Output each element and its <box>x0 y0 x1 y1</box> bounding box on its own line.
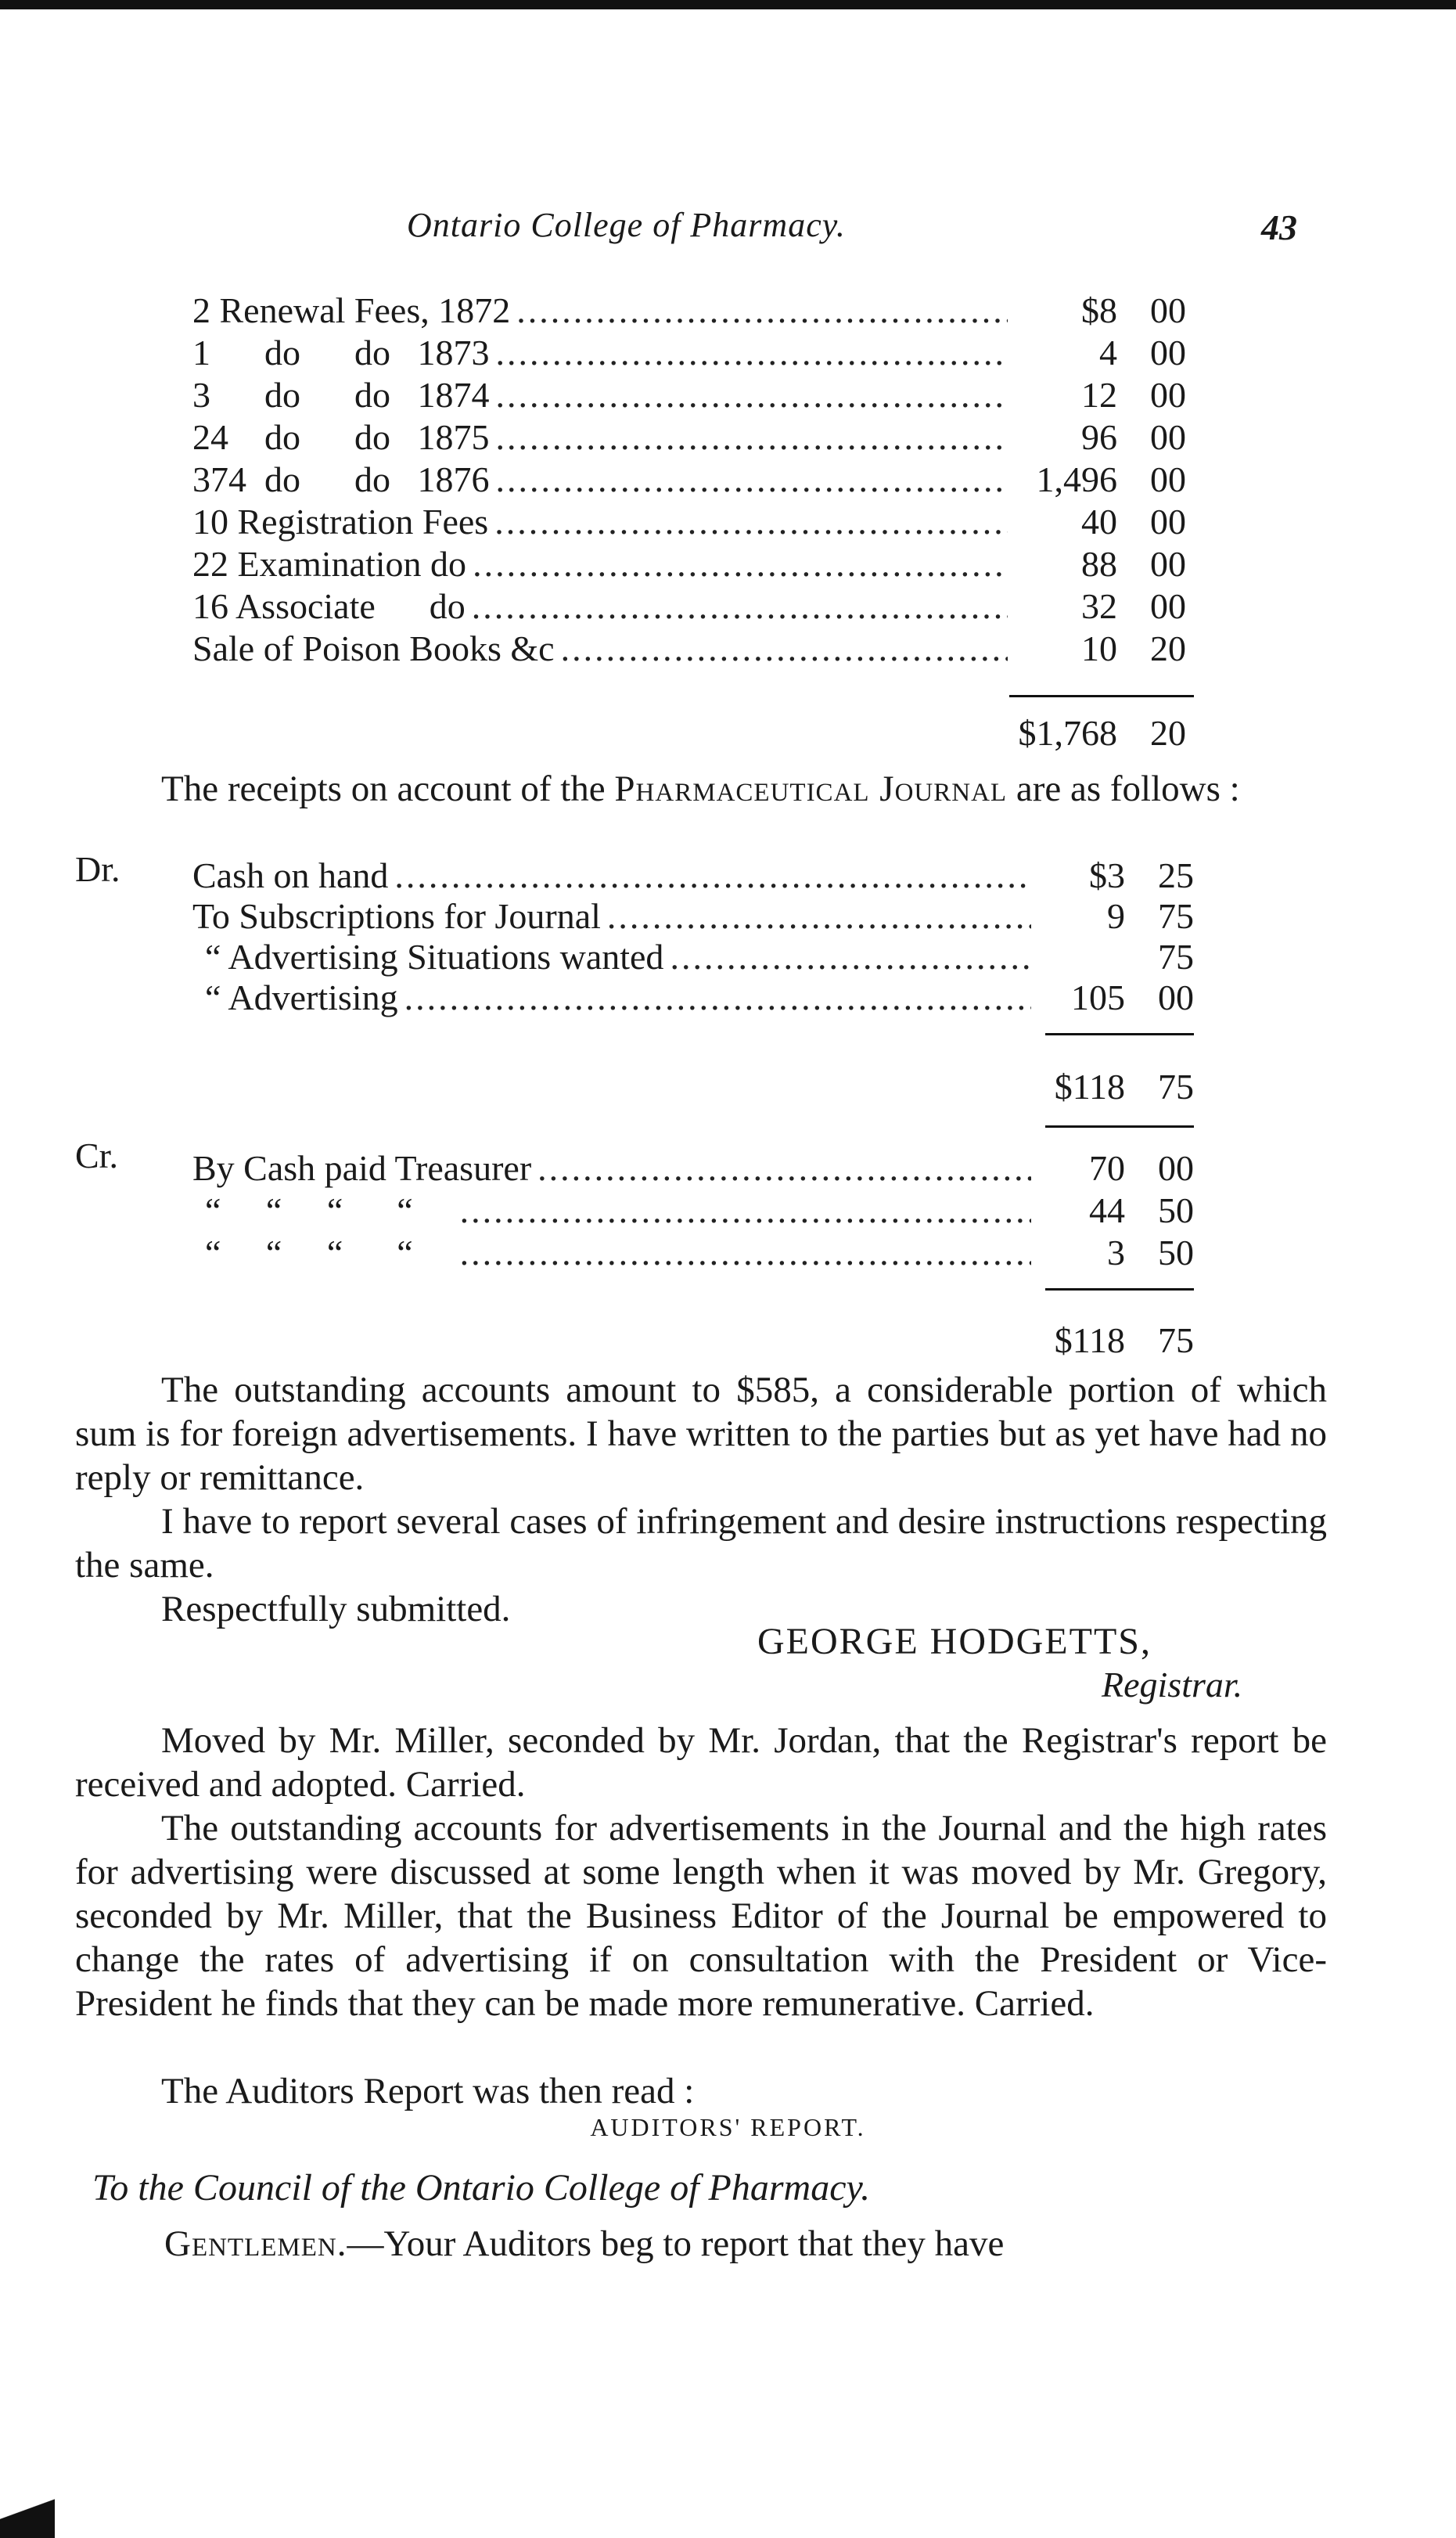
amount-dollars: 12 <box>1081 375 1117 415</box>
ledger-label: 16 Associate do <box>192 586 466 626</box>
ledger-label: To Subscriptions for Journal <box>192 896 601 936</box>
ledger-amount <box>1014 459 1186 500</box>
credit-total <box>1001 1319 1194 1361</box>
amount-cents: 75 <box>1158 937 1194 977</box>
amount-cents: 25 <box>1158 855 1194 895</box>
ledger-amount <box>1037 1190 1194 1231</box>
amount-cents: 00 <box>1150 290 1186 330</box>
ledger-amount <box>1037 977 1194 1018</box>
ledger-row <box>192 416 1014 459</box>
ledger-amount <box>1037 855 1194 896</box>
amount-dollars: 4 <box>1099 333 1117 373</box>
ledger-row <box>192 290 1014 332</box>
amount-cents: 20 <box>1150 628 1186 668</box>
amount-dollars: $3 <box>1089 855 1125 895</box>
ledger-amount <box>1037 936 1194 977</box>
amount-dollars: $1,768 <box>1018 713 1117 753</box>
ledger-amount <box>1014 543 1186 585</box>
leader-dots <box>496 332 1008 373</box>
amount-cents: 75 <box>1158 1320 1194 1360</box>
amount-dollars: $118 <box>1054 1067 1125 1107</box>
debit-total <box>1001 1066 1194 1107</box>
leader-dots <box>460 1232 1031 1273</box>
amount-dollars: 88 <box>1081 544 1117 584</box>
page-number: 43 <box>1261 207 1297 247</box>
ledger-row <box>205 977 1037 1019</box>
page-top-edge <box>0 0 1456 9</box>
debit-marker: Dr. <box>75 849 120 889</box>
infringement-paragraph: I have to report several cases of infringement and desire instructions respecting the same. <box>75 1501 1327 1586</box>
ledger-row <box>205 1190 1037 1232</box>
ledger-row <box>192 855 1037 897</box>
greeting-text: —Your Auditors beg to report that they have <box>347 2223 1005 2264</box>
amount-cents: 00 <box>1150 502 1186 542</box>
total-rule <box>1045 1033 1194 1035</box>
outstanding-paragraph: The outstanding accounts amount to $585, a considerable portion of which sum is for foreign advertisements. I have written to the parties but as yet have had no reply or remittance. <box>75 1370 1327 1498</box>
fees-total <box>962 712 1186 754</box>
ledger-amount <box>1014 628 1186 669</box>
ledger-label: 374 do do 1876 <box>192 459 490 499</box>
auditors-greeting <box>164 2223 1338 2265</box>
ledger-row <box>192 585 1014 628</box>
journal-intro <box>75 767 1327 811</box>
ledger-row <box>192 501 1014 543</box>
leader-dots <box>394 855 1031 896</box>
ledger-label: Cash on hand <box>192 855 389 895</box>
leader-dots <box>561 628 1008 669</box>
amount-cents: 00 <box>1150 333 1186 373</box>
amount-cents: 00 <box>1158 977 1194 1017</box>
submitted-line: Respectfully submitted. <box>161 1589 511 1629</box>
leader-dots <box>496 374 1008 416</box>
leader-dots <box>460 1190 1031 1231</box>
auditors-read-line: The Auditors Report was then read : <box>161 2071 695 2111</box>
leader-dots <box>607 895 1031 937</box>
ledger-label: “ Advertising Situations wanted <box>205 937 664 977</box>
amount-dollars: 40 <box>1081 502 1117 542</box>
amount-cents: 75 <box>1158 1067 1194 1107</box>
moved-paragraph: Moved by Mr. Miller, seconded by Mr. Jordan, that the Registrar's report be received and adopted. Carried. <box>75 1720 1327 1805</box>
amount-dollars: 1,496 <box>1036 459 1117 499</box>
ledger-label: 3 do do 1874 <box>192 375 490 415</box>
amount-dollars: 9 <box>1107 896 1125 936</box>
ledger-amount <box>1037 1147 1194 1189</box>
amount-cents: 00 <box>1150 586 1186 626</box>
amount-dollars: 105 <box>1071 977 1125 1017</box>
ledger-amount <box>1014 332 1186 373</box>
ledger-row <box>192 1147 1037 1190</box>
credit-marker: Cr. <box>75 1136 118 1175</box>
amount-cents: 00 <box>1158 1148 1194 1188</box>
ledger-amount <box>1037 895 1194 937</box>
leader-dots <box>472 585 1008 627</box>
advertising-paragraph: The outstanding accounts for advertisements in the Journal and the high rates for advertising were discussed at some length when it was moved by Mr. Gregory, seconded by Mr. Miller, that the Business Editor of the Journal be empowered to change the rates of advertising if on consultation with the President or Vice-President he finds that they can be made more remunerative. Carried. <box>75 1808 1327 2024</box>
greeting-caps: Gentlemen. <box>164 2223 347 2264</box>
amount-cents: 00 <box>1150 375 1186 415</box>
ledger-amount <box>1014 501 1186 542</box>
amount-dollars: 32 <box>1081 586 1117 626</box>
amount-dollars: 70 <box>1089 1148 1125 1188</box>
amount-cents: 50 <box>1158 1233 1194 1273</box>
total-rule <box>1045 1288 1194 1291</box>
ledger-label: 22 Examination do <box>192 544 467 584</box>
signature-name: GEORGE HODGETTS, <box>757 1621 1152 1662</box>
ledger-label: 24 do do 1875 <box>192 417 490 457</box>
ledger-row <box>192 628 1014 670</box>
total-rule <box>1009 695 1194 697</box>
amount-cents: 00 <box>1150 459 1186 499</box>
ledger-label: Sale of Poison Books &c <box>192 628 555 668</box>
ledger-row <box>192 374 1014 416</box>
total-rule <box>1045 1125 1194 1128</box>
leader-dots <box>537 1147 1031 1189</box>
amount-dollars: 10 <box>1081 628 1117 668</box>
amount-dollars: 96 <box>1081 417 1117 457</box>
ledger-label: “ “ “ “ <box>205 1233 413 1273</box>
journal-name: Pharmaceutical Journal <box>614 769 1008 809</box>
ledger-row <box>192 543 1014 585</box>
auditors-heading: AUDITORS' REPORT. <box>590 2113 866 2141</box>
leader-dots <box>516 290 1008 331</box>
leader-dots <box>496 459 1008 500</box>
intro-text: are as follows : <box>1007 769 1240 809</box>
ledger-label: 10 Registration Fees <box>192 502 489 542</box>
ledger-row <box>192 459 1014 501</box>
ledger-label: 1 do do 1873 <box>192 333 490 373</box>
auditors-address: To the Council of the Ontario College of Pharmacy. <box>92 2167 871 2209</box>
ledger-label: “ “ “ “ <box>205 1190 413 1230</box>
amount-dollars: 3 <box>1107 1233 1125 1273</box>
ledger-amount <box>1014 416 1186 458</box>
page-corner-shadow <box>0 2493 55 2538</box>
ledger-label: 2 Renewal Fees, 1872 <box>192 290 511 330</box>
leader-dots <box>670 936 1031 977</box>
ledger-amount <box>1014 585 1186 627</box>
amount-cents: 20 <box>1150 713 1186 753</box>
ledger-amount <box>1014 290 1186 331</box>
amount-dollars: $8 <box>1081 290 1117 330</box>
amount-dollars: 44 <box>1089 1190 1125 1230</box>
running-title: Ontario College of Pharmacy. <box>407 206 846 244</box>
leader-dots <box>494 501 1008 542</box>
amount-cents: 50 <box>1158 1190 1194 1230</box>
ledger-row <box>205 936 1037 978</box>
ledger-label: “ Advertising <box>205 977 398 1017</box>
leader-dots <box>496 416 1008 458</box>
amount-dollars: $118 <box>1054 1320 1125 1360</box>
amount-cents: 00 <box>1150 417 1186 457</box>
leader-dots <box>473 543 1008 585</box>
ledger-row <box>205 1232 1037 1274</box>
ledger-amount <box>1014 374 1186 416</box>
intro-text: The receipts on account of the <box>161 769 615 809</box>
ledger-row <box>192 332 1014 374</box>
ledger-row <box>192 895 1037 938</box>
ledger-amount <box>1037 1232 1194 1273</box>
ledger-label: By Cash paid Treasurer <box>192 1148 532 1188</box>
leader-dots <box>404 977 1031 1018</box>
amount-cents: 00 <box>1150 544 1186 584</box>
signature-title: Registrar. <box>1102 1665 1243 1705</box>
amount-cents: 75 <box>1158 896 1194 936</box>
